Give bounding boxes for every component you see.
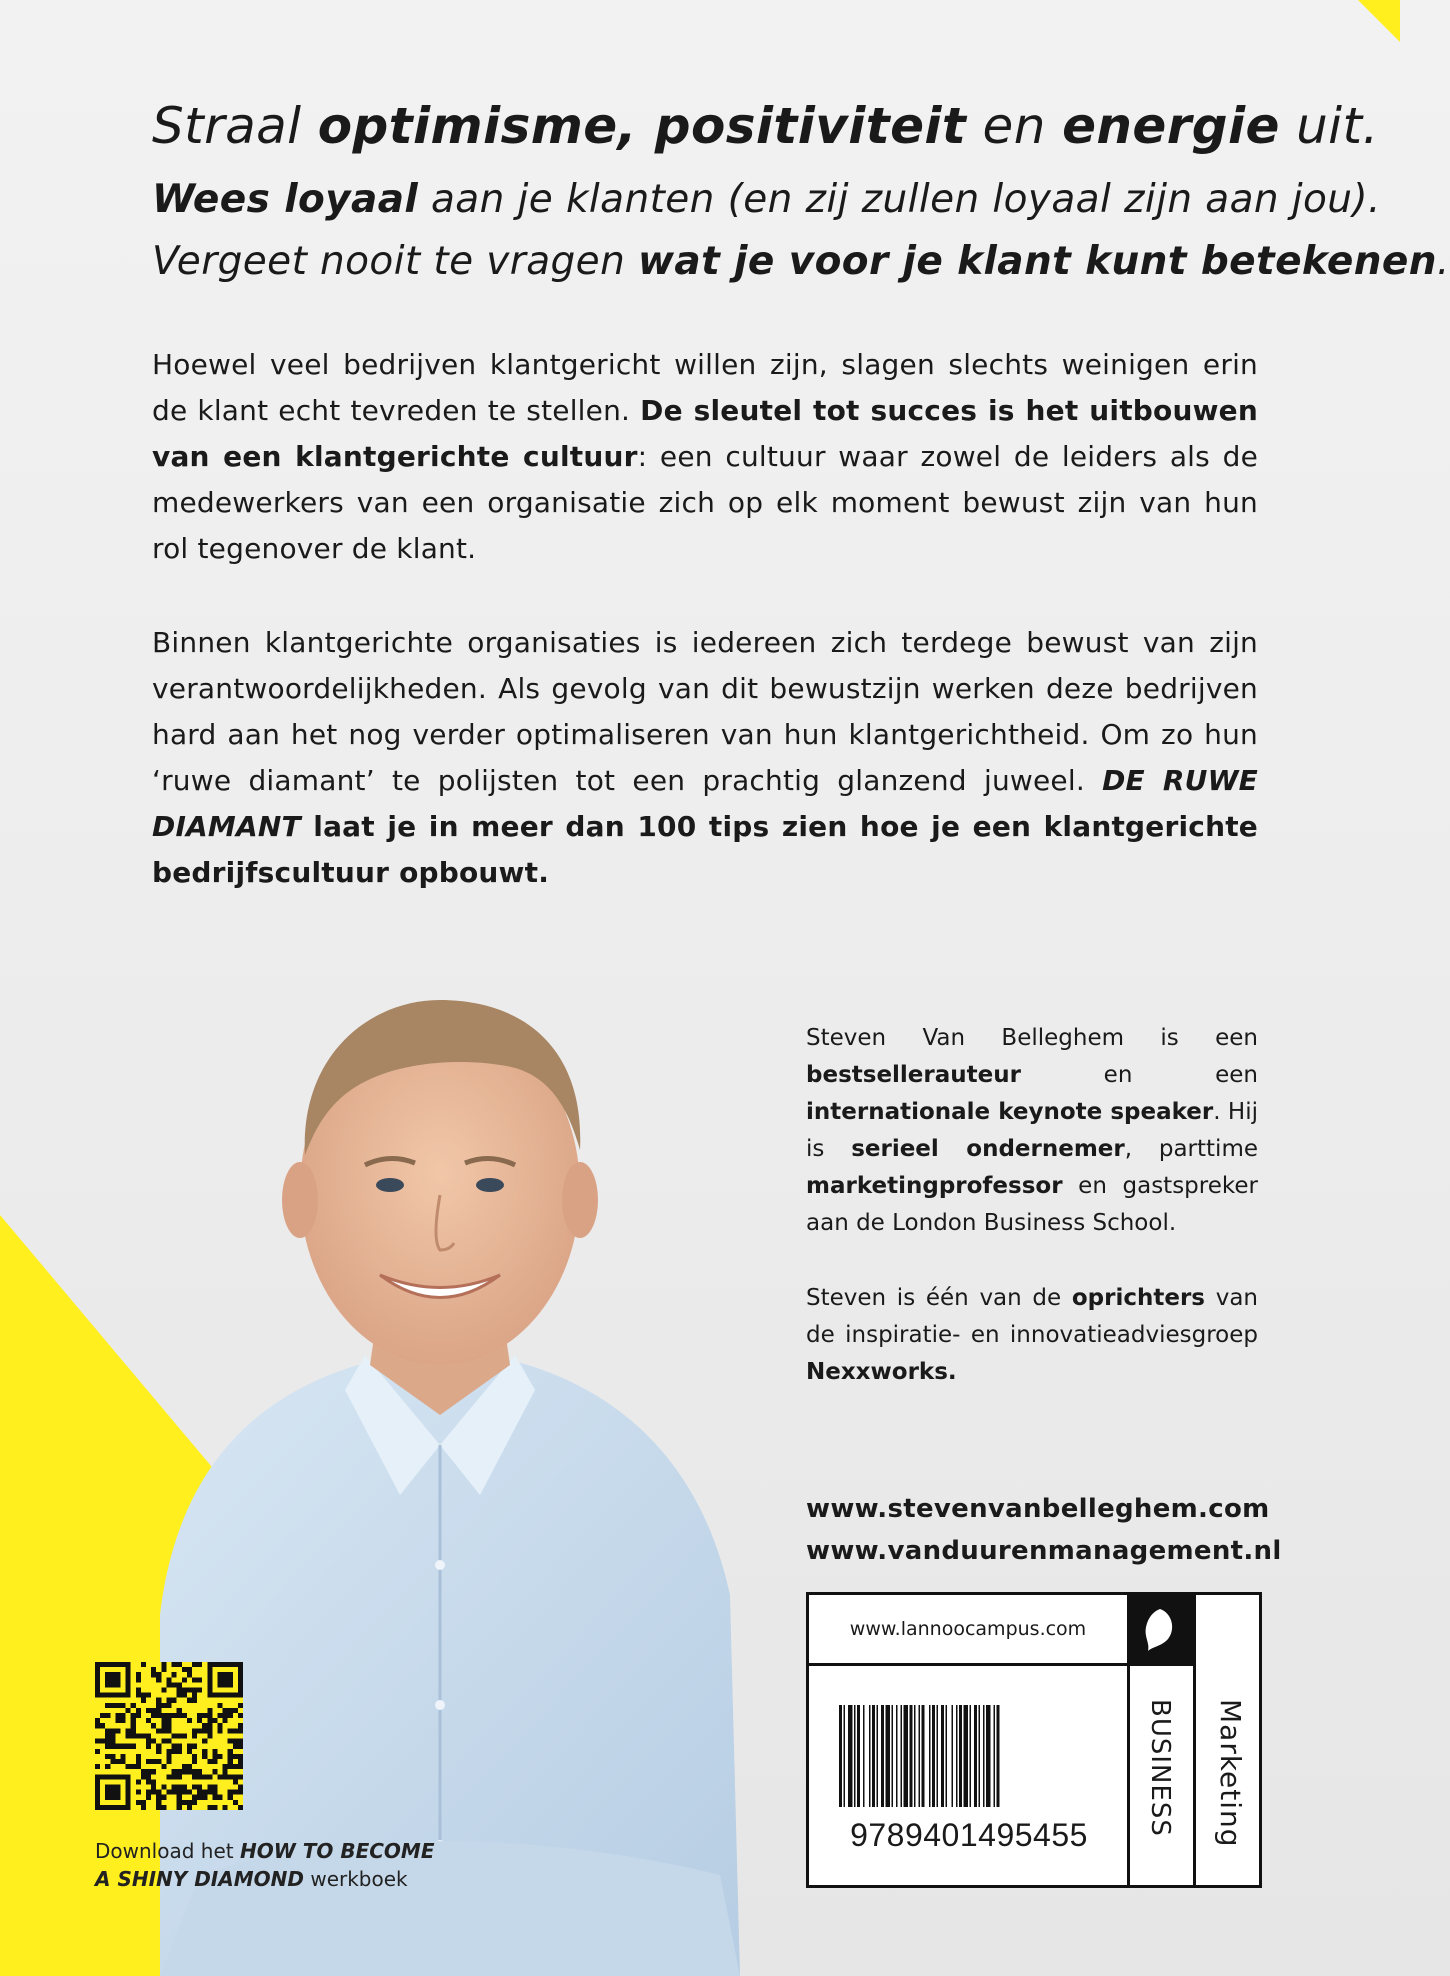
website-links [806, 1488, 1282, 1572]
tagline-line-1: Straal optimisme, positiviteit en energie uit. [152, 97, 1379, 155]
publisher-url[interactable]: www.lannoocampus.com [809, 1595, 1127, 1666]
tagline-line-2: Wees loyaal aan je klanten (en zij zullen loyaal zijn aan jou). [152, 177, 1381, 222]
tagline-line-3: Vergeet nooit te vragen wat je voor je klant kunt betekenen. [152, 239, 1450, 284]
isbn-number: 9789401495455 [850, 1817, 1088, 1853]
yellow-corner-shape [1358, 0, 1400, 42]
category-business: BUSINESS [1145, 1699, 1175, 1837]
website-link-author[interactable]: www.stevenvanbelleghem.com [806, 1494, 1270, 1524]
second-paragraph: Binnen klantgerichte organisaties is iedereen zich terdege bewust van zijn verantwoordelijkheden. Als gevolg van dit bewustzijn werken deze bedrijven hard aan het nog verder optimaliseren van hun klantgerichtheid. Om zo hun ‘ruwe diamant’ te polijsten tot een prachtig glanzend juweel. DE RUWE DIAMANT laat je in meer dan 100 tips zien hoe je een klantgerichte bedrijfscultuur opbouwt. [152, 626, 1259, 889]
qr-caption: Download het HOW TO BECOME A SHINY DIAMOND werkboek [95, 1839, 435, 1891]
website-link-management[interactable]: www.vanduurenmanagement.nl [806, 1536, 1282, 1566]
isbn-left-panel [809, 1595, 1130, 1885]
author-bio: Steven Van Belleghem is een bestsellerauteur en een internationale keynote speaker. Hij is serieel ondernemer, parttime marketingprofessor en gastspreker aan de London Business School. [806, 1025, 1258, 1236]
barcode [839, 1705, 1101, 1807]
category-marketing: Marketing [1214, 1699, 1247, 1848]
author-bio-2: Steven is één van de oprichters van de inspiratie- en innovatieadviesgroep Nexxworks. [806, 1285, 1258, 1385]
author-portrait [140, 975, 740, 1976]
isbn-subcategory-panel [1193, 1595, 1259, 1885]
isbn-box [806, 1592, 1262, 1888]
intro-paragraph: Hoewel veel bedrijven klantgericht willen zijn, slagen slechts weinigen erin de klant echt tevreden te stellen. De sleutel tot succes is het uitbouwen van een klantgerichte cultuur: een cultuur waar zowel de leiders als de medewerkers van een organisatie zich op elk moment bewust zijn van hun rol tegenover de klant. [152, 348, 1259, 565]
qr-code[interactable] [95, 1662, 243, 1810]
isbn-category-panel [1127, 1595, 1196, 1885]
publisher-logo-icon [1127, 1595, 1193, 1666]
